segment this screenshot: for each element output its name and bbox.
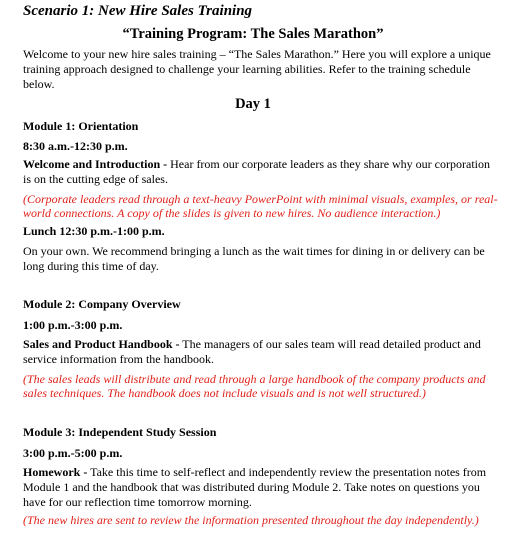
module3-note: (The new hires are sent to review the information presented throughout the day independently.) bbox=[23, 513, 479, 527]
module1-item-text: Hear from our corporate leaders as they share why our corporation is on the cutting edge of sales. bbox=[23, 157, 490, 186]
module2-item bbox=[23, 337, 493, 367]
module2-item-title: Sales and Product Handbook - bbox=[23, 337, 180, 351]
program-title: “Training Program: The Sales Marathon” bbox=[122, 26, 384, 42]
module2-item-text: The managers of our sales team will read detailed product and service information from the handbook. bbox=[23, 337, 481, 366]
day-heading: Day 1 bbox=[235, 96, 271, 112]
module3-title: Module 3: Independent Study Session bbox=[23, 425, 217, 439]
lunch-text: On your own. We recommend bringing a lunch as the wait times for dining in or delivery can be long during this time of day. bbox=[23, 244, 485, 273]
module1-item bbox=[23, 157, 493, 187]
module1-time: 8:30 a.m.-12:30 p.m. bbox=[23, 139, 128, 153]
module2-time: 1:00 p.m.-3:00 p.m. bbox=[23, 318, 123, 332]
module3-item-title: Homework - bbox=[23, 465, 88, 479]
module2-title: Module 2: Company Overview bbox=[23, 297, 181, 311]
module1-item-title: Welcome and Introduction - bbox=[23, 157, 168, 171]
module3-item-text: Take this time to self-reflect and independently review the presentation notes from Module 1 and the handbook that was distributed during Module 2. Take notes on questions you have for our reflection time tomorrow morning. bbox=[23, 465, 487, 509]
scenario-title: Scenario 1: New Hire Sales Training bbox=[23, 3, 253, 19]
module3-time: 3:00 p.m.-5:00 p.m. bbox=[23, 446, 123, 460]
module1-note: (Corporate leaders read through a text-heavy PowerPoint with minimal visuals, examples, or real-world connections. A copy of the slides is given to new hires. No audience interaction.) bbox=[23, 192, 498, 220]
module3-item bbox=[23, 465, 493, 510]
lunch-title: Lunch 12:30 p.m.-1:00 p.m. bbox=[23, 224, 165, 238]
intro-paragraph: Welcome to your new hire sales training – “The Sales Marathon.” Here you will explore a unique training approach designed to challenge your learning abilities. Refer to the training schedule below. bbox=[23, 47, 491, 91]
module1-title: Module 1: Orientation bbox=[23, 119, 139, 133]
module2-note: (The sales leads will distribute and read through a large handbook of the company products and sales techniques. The handbook does not include visuals and is not well structured.) bbox=[23, 372, 486, 400]
